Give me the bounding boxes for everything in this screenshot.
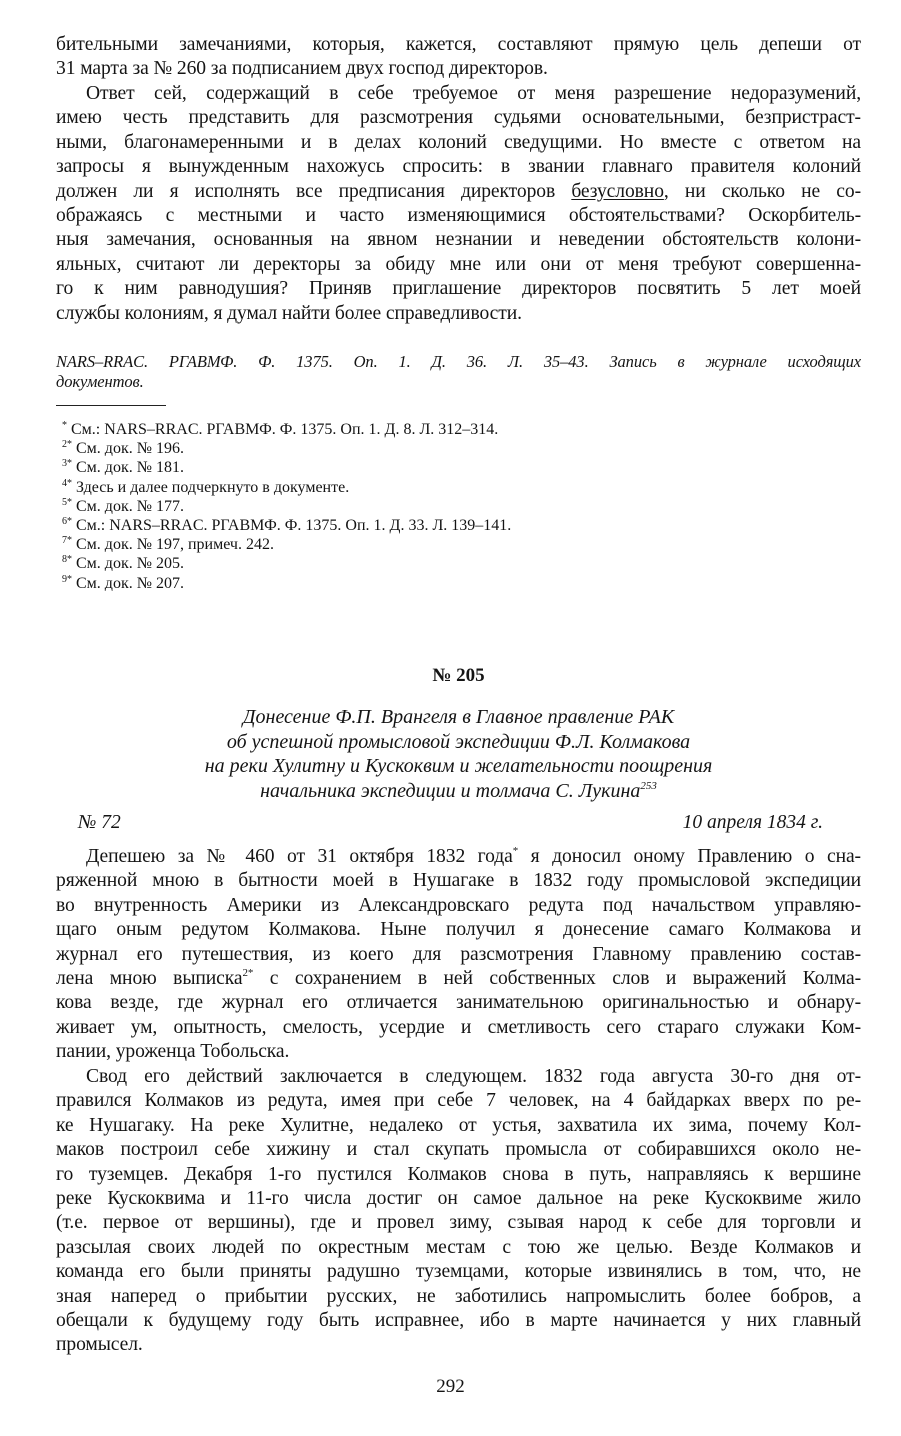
footnote-reference: *	[512, 845, 519, 857]
text-line: щаго оным редутом Колмакова. Ныне получил я донесение самаго Колмакова и	[56, 919, 861, 941]
document-date: 10 апреля 1834 г.	[682, 812, 823, 833]
footnotes	[62, 420, 511, 593]
text-line: имею честь представить для разсмотрения судьями основательными, безпристраст-	[56, 107, 861, 129]
text-fragment: я доносил оному Правлению о сна-	[518, 846, 861, 867]
source-line: NARS–RRAC. РГАВМФ. Ф. 1375. Оп. 1. Д. 36. Л. 35–43. Запись в журнале исходящих	[56, 352, 861, 371]
footnote-mark: 6*	[62, 515, 72, 527]
footnote-text: См. док. № 177.	[76, 497, 184, 515]
text-line: маков построил себе хижину и стал скупать промысла от собиравшихся около не-	[56, 1139, 861, 1161]
document-title	[56, 705, 861, 803]
footnote	[62, 516, 511, 535]
text-line: Ответ сей, содержащий в себе требуемое от меня разрешение недоразумений,	[86, 83, 861, 104]
text-fragment: Депешею за № 460 от 31 октября 1832 года	[86, 846, 513, 867]
footnote-mark: *	[62, 420, 67, 431]
body-paragraph	[56, 1065, 861, 1358]
text-line: ряженной мною в бытности моей в Нушагаке в 1832 году промысловой экспедиции	[56, 870, 861, 892]
text-line: промысел.	[56, 1334, 143, 1356]
document-number: № 205	[432, 665, 485, 686]
footnote-mark: 2*	[62, 439, 72, 451]
text-line: ными, благонамеренными и в делах колоний сведущими. Но вместе с ответом на	[56, 131, 861, 153]
text-line: ныя замечания, основанныя на явном незнании и неведении обстоятельств колони-	[56, 229, 861, 251]
text-fragment: лена мною выписка	[56, 967, 243, 989]
footnote-text: См. док. № 207.	[76, 574, 184, 592]
text-fragment: с сохранением в ней собственных слов и выражений Колма-	[253, 967, 861, 989]
text-line: ке Нушагаку. На реке Хулитне, недалеко от устья, захватила их зима, почему Кол-	[56, 1114, 861, 1136]
page-number: 292	[436, 1376, 465, 1397]
text-line: команда его были приняты радушно туземцами, которые извинялись в том, что, не	[56, 1261, 861, 1283]
text-line: зная наперед о прибытии русских, не заботились напромыслить более бобров, а	[56, 1285, 861, 1307]
footnote-text: См. док. № 181.	[76, 459, 184, 477]
outgoing-number: № 72	[78, 812, 121, 833]
underlined-word: безусловно	[571, 180, 664, 202]
text-line: (т.е. первое от вершины), где и провел зиму, сзывая народ к себе для торговли и	[56, 1212, 861, 1234]
endnote-reference: 253	[640, 779, 657, 792]
footnote	[62, 554, 511, 573]
footnote-separator	[56, 405, 166, 406]
text-fragment: , ни сколько не со-	[663, 180, 861, 202]
text-line: бительными замечаниями, которыя, кажется, составляют прямую цель депеши от	[56, 34, 861, 55]
footnote	[62, 574, 511, 593]
footnote	[62, 535, 511, 554]
continuation-paragraph	[56, 33, 861, 82]
footnote-text: Здесь и далее подчеркнуто в документе.	[76, 478, 350, 496]
text-line: Свод его действий заключается в следующем. 1832 года августа 30-го дня от-	[86, 1066, 861, 1087]
text-line: го к ним равнодушия? Приняв приглашение директоров посвятить 5 лет моей	[56, 278, 861, 300]
footnote-mark: 7*	[62, 535, 72, 547]
footnote	[62, 497, 511, 516]
footnote-mark: 3*	[62, 458, 72, 470]
text-line	[56, 967, 861, 991]
text-line: обещали к будущему году быть исправнее, ибо в марте начинается у них главный	[56, 1309, 861, 1331]
footnote	[62, 458, 511, 477]
footnote-mark: 9*	[62, 573, 72, 585]
footnote-mark: 5*	[62, 496, 72, 508]
text-line: службы колониям, я думал найти более справедливости.	[56, 302, 522, 324]
source-note	[56, 352, 861, 392]
title-line	[56, 779, 861, 804]
footnote-text: См. док. № 197, примеч. 242.	[76, 536, 274, 554]
text-line: запросы я вынужденным нахожусь спросить: в звании главнаго правителя колоний	[56, 156, 861, 178]
text-line: во внутренность Америки из Александровскаго редута под начальством управляю-	[56, 894, 861, 916]
footnote	[62, 420, 511, 439]
text-line: журнал его путешествия, из коего для разсмотрения Главному правлению состав-	[56, 943, 861, 965]
text-line: 31 марта за № 260 за подписанием двух господ директоров.	[56, 58, 548, 80]
text-line: кова везде, где журнал его отличается занимательною оригинальностью и обнару-	[56, 992, 861, 1014]
footnote-text: См.: NARS–RRAC. РГАВМФ. Ф. 1375. Оп. 1. Д. 8. Л. 312–314.	[71, 421, 499, 438]
footnote-mark: 4*	[62, 477, 72, 489]
title-text: начальника экспедиции и толмача С. Лукина	[260, 779, 641, 802]
footnote-text: См. док. № 205.	[76, 555, 184, 573]
title-line: на реки Хулитну и Кускоквим и желательности поощрения	[204, 755, 713, 777]
text-line: правился Колмаков из редута, имея при себе 7 человек, на 4 байдарках вверх по ре-	[56, 1090, 861, 1112]
text-line: живает ум, опытность, смелость, усердие и сметливость сего стараго служаки Ком-	[56, 1016, 861, 1038]
text-line	[56, 180, 861, 204]
document-meta	[78, 812, 823, 834]
text-line: ображаясь с местными и часто изменяющимися обстоятельствами? Оскорбитель-	[56, 204, 861, 226]
footnote	[62, 439, 511, 458]
text-fragment: должен ли я исполнять все предписания директоров	[56, 180, 572, 202]
title-line: об успешной промысловой экспедиции Ф.Л. Колмакова	[226, 730, 691, 753]
answer-paragraph	[56, 82, 861, 326]
body-paragraph	[56, 845, 861, 1065]
footnote-mark: 8*	[62, 554, 72, 566]
text-line: пании, уроженца Тобольска.	[56, 1041, 290, 1063]
text-line: яльных, считают ли деректоры за обиду мне или они от меня требуют совершенна-	[56, 253, 861, 275]
text-line: реке Кускоквима и 11-го числа достиг он самое дальное на реке Кускоквиме жило	[56, 1187, 861, 1209]
title-line: Донесение Ф.П. Врангеля в Главное правление РАК	[242, 706, 675, 728]
footnote-reference: 2*	[242, 966, 254, 979]
footnote-text: См. док. № 196.	[76, 440, 184, 458]
text-line: го туземцев. Декабря 1-го пустился Колмаков снова в путь, направляясь к вершине	[56, 1163, 861, 1185]
source-line: документов.	[56, 372, 144, 391]
text-line	[56, 845, 861, 869]
footnote	[62, 478, 511, 497]
text-line: разсылая своих людей по окрестным местам с тою же целью. Везде Колмаков и	[56, 1236, 861, 1258]
footnote-text: См.: NARS–RRAC. РГАВМФ. Ф. 1375. Оп. 1. Д. 33. Л. 139–141.	[76, 516, 512, 534]
